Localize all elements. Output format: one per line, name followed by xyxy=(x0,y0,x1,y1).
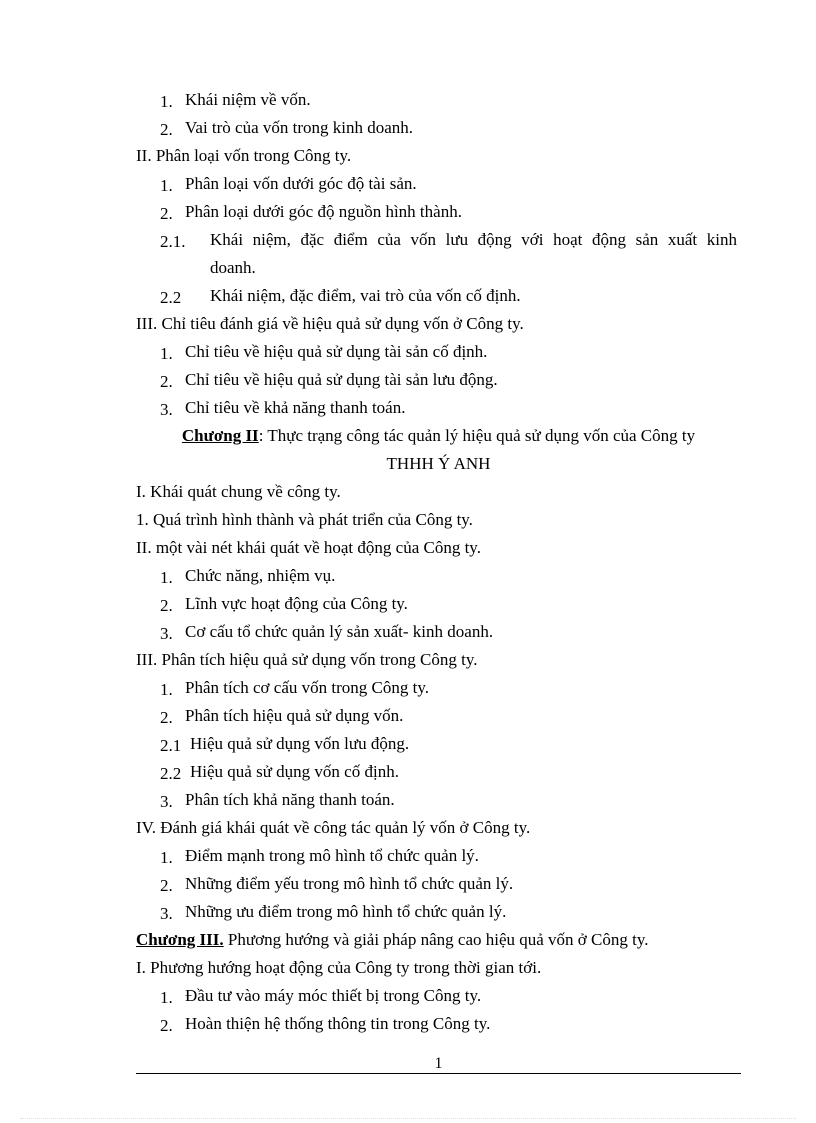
page-bottom-edge xyxy=(20,1118,796,1119)
chapter-heading: Chương II: Thực trạng công tác quản lý hiệu quả sử dụng vốn của Công ty xyxy=(181,426,696,445)
toc-item: 1. Quá trình hình thành và phát triển của Công ty. xyxy=(136,510,473,529)
toc-subitem-continuation: doanh. xyxy=(210,258,256,277)
toc-section-heading: III. Chỉ tiêu đánh giá về hiệu quả sử dụng vốn ở Công ty. xyxy=(136,314,524,333)
toc-section-heading: I. Phương hướng hoạt động của Công ty trong thời gian tới. xyxy=(136,958,542,977)
toc-section-heading: IV. Đánh giá khái quát về công tác quản lý vốn ở Công ty. xyxy=(136,818,531,837)
toc-section-heading: III. Phân tích hiệu quả sử dụng vốn trong Công ty. xyxy=(136,650,478,669)
document-page: 1. Khái niệm về vốn. 2. Vai trò của vốn trong kinh doanh. II. Phân loại vốn trong Công ty. 1. Phân loại vốn dưới góc độ tài sản. 2. Phân loại dưới góc độ nguồn hình thành. 2.1. Khái niệm, đặc điểm của vốn lưu động với hoạt động sản xuất kinh doanh. 2.2 Khái niệm, đặc điểm, vai trò của vốn cố định. III. Chỉ tiêu đánh giá về hiệu quả sử dụng vốn ở Công ty. 1. Chỉ tiêu về hiệu quả sử dụng tài sản cố định. 2. Chỉ tiêu về hiệu quả sử dụng tài sản lưu động. 3. Chỉ tiêu về khả năng thanh toán. Chương II: Thực trạng công tác quản lý hiệu quả sử dụng vốn của Công ty THHH Ý ANH I. Khái quát chung về công ty. 1. Quá trình hình thành và phát triển của Công ty. II. một vài nét khái quát về hoạt động của Công ty. 1. Chức năng, nhiệm vụ. 2. Lĩnh vực hoạt động của Công ty. 3. Cơ cấu tổ chức quản lý sản xuất- kinh doanh. III. Phân tích hiệu quả sử dụng vốn trong Công ty. 1. Phân tích cơ cấu vốn trong Công ty. 2. Phân tích hiệu quả sử dụng vốn. 2.1 Hiệu quả sử dụng vốn lưu động. 2.2 Hiệu quả sử dụng vốn cố định. 3. Phân tích khả năng thanh toán. IV. Đánh giá khái quát về công tác quản lý vốn ở Công ty. 1. Điểm mạnh trong mô hình tổ chức quản lý. 2. Những điểm yếu trong mô hình tổ chức quản lý. 3. Những ưu điểm trong mô hình tổ chức quản lý. Chương III. Phương hướng và giải pháp nâng cao hiệu quả vốn ở Công ty. I. Phương hướng hoạt động của Công ty trong thời gian tới. 1. Đầu tư vào máy móc thiết bị trong Công ty. 2. Hoàn thiện hệ thống thông tin trong Công ty. 1 xyxy=(0,0,816,1123)
chapter-heading: Chương III. Phương hướng và giải pháp nâng cao hiệu quả vốn ở Công ty. xyxy=(136,930,649,949)
chapter-label: Chương III. xyxy=(136,930,224,949)
page-number: 1 xyxy=(434,1055,443,1072)
chapter-heading-continuation: THHH Ý ANH xyxy=(386,454,491,473)
chapter-label: Chương II xyxy=(181,426,259,445)
toc-section-heading: II. một vài nét khái quát về hoạt động của Công ty. xyxy=(136,538,481,557)
toc-section-heading: I. Khái quát chung về công ty. xyxy=(136,482,341,501)
footer-rule xyxy=(136,1073,741,1074)
toc-section-heading: II. Phân loại vốn trong Công ty. xyxy=(136,146,352,165)
